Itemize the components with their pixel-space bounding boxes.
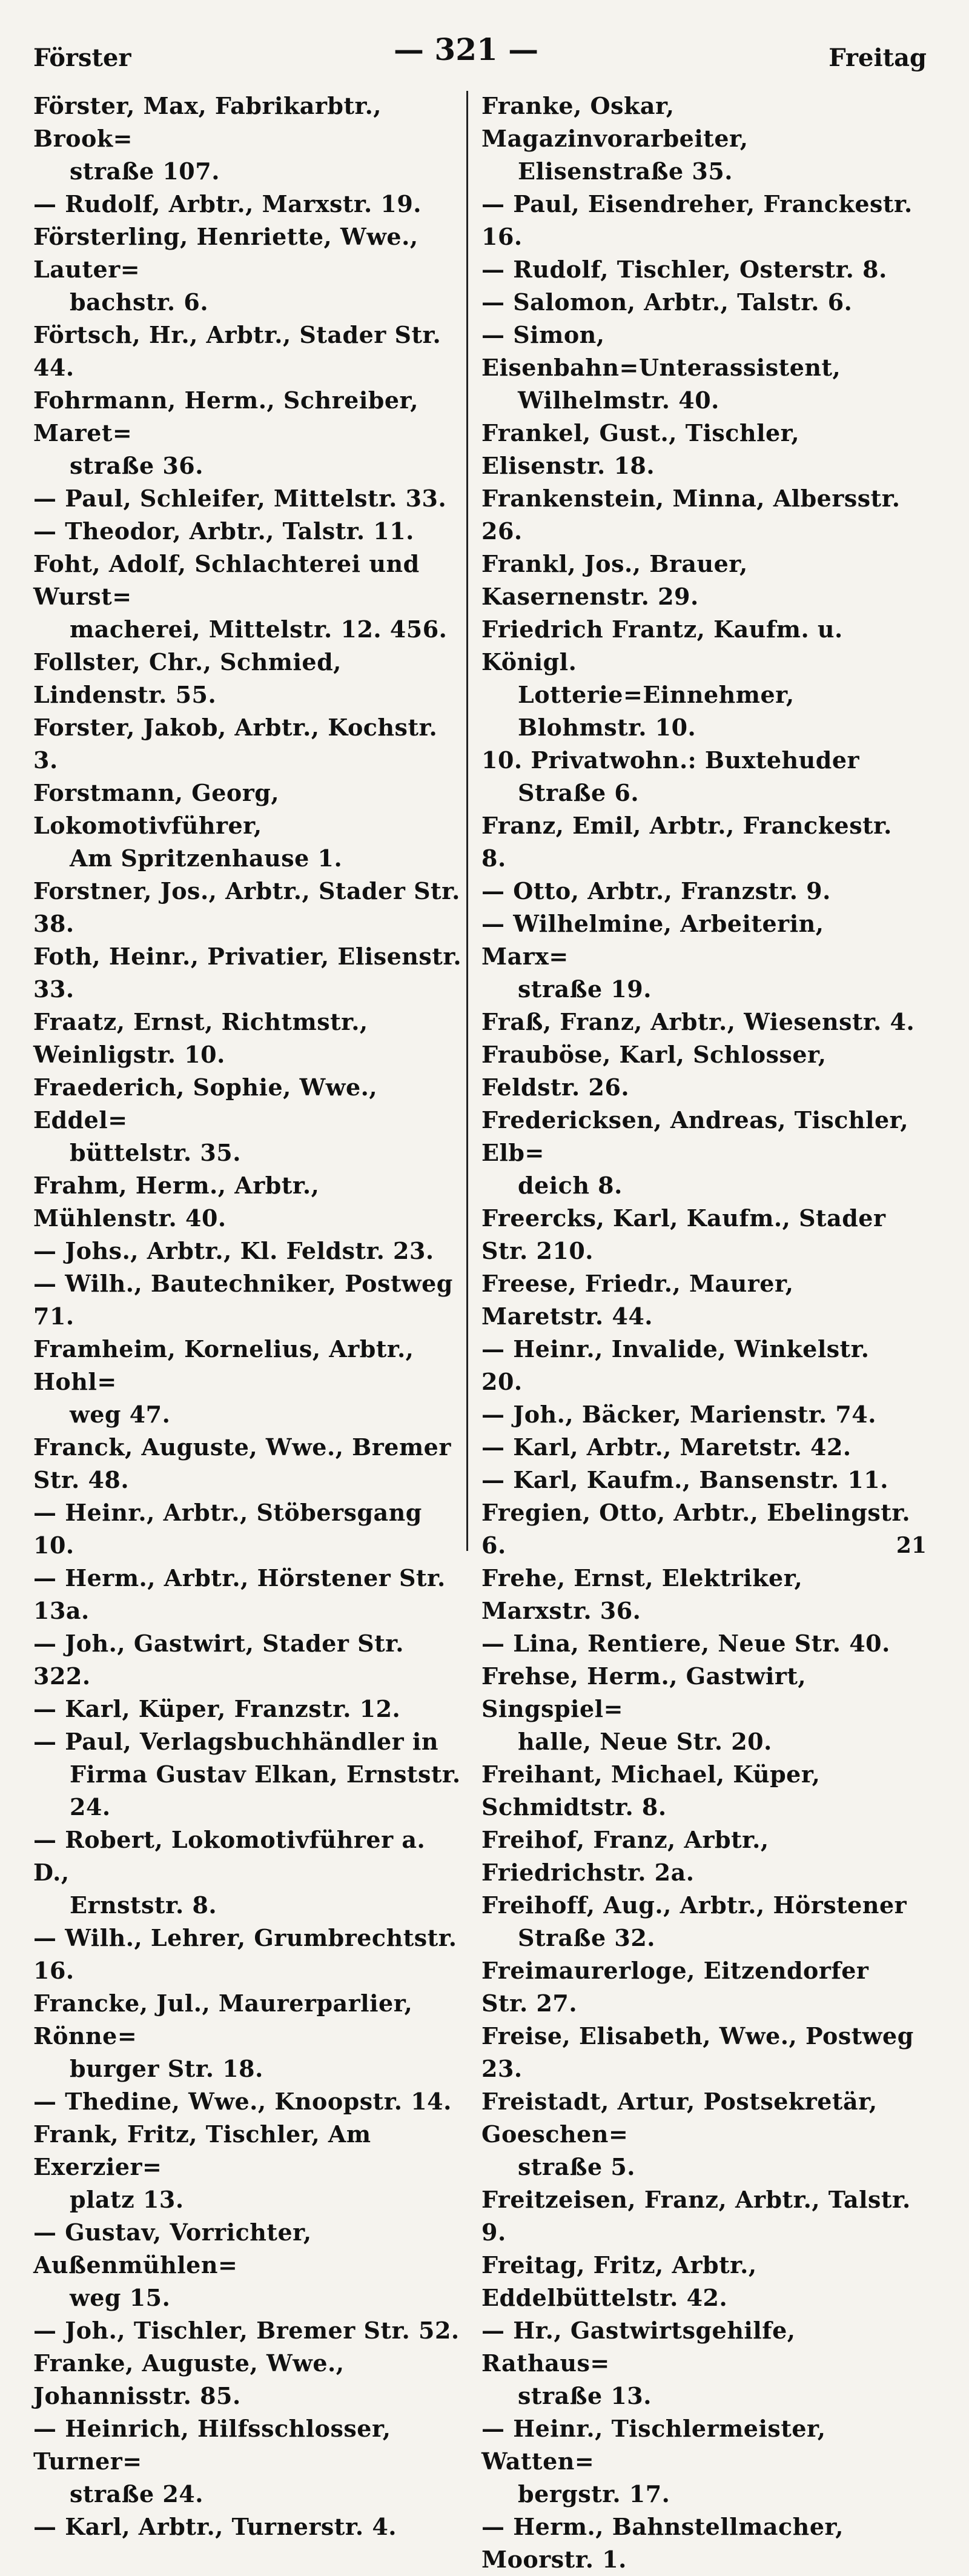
entry-line: Freese, Friedr., Maurer, Maretstr. 44. — [481, 1270, 794, 1330]
entry-line: Frankl, Jos., Brauer, Kasernenstr. 29. — [481, 550, 748, 610]
entry-continuation: bergstr. 17. — [518, 2480, 670, 2508]
directory-entry — [481, 1660, 918, 1758]
entry-line: Freihof, Franz, Arbtr., Friedrichstr. 2a. — [481, 1826, 769, 1886]
directory-entry — [33, 1169, 469, 1235]
entry-continuation: straße 24. — [70, 2480, 203, 2508]
entry-line: Fraß, Franz, Arbtr., Wiesenstr. 4. — [481, 1008, 915, 1035]
directory-entry — [481, 613, 918, 744]
directory-entry — [33, 319, 469, 384]
entry-continuation: weg 15. — [70, 2284, 171, 2311]
directory-entry — [481, 875, 918, 908]
directory-entry — [33, 2347, 469, 2412]
directory-entry — [481, 1398, 918, 1431]
directory-entry — [33, 2511, 469, 2543]
directory-entry — [33, 90, 469, 188]
entry-line: — Johs., Arbtr., Kl. Feldstr. 23. — [33, 1237, 434, 1264]
entry-line: Freitag, Fritz, Arbtr., Eddelbüttelstr. 42. — [481, 2251, 757, 2311]
directory-entry — [33, 1431, 469, 1496]
entry-continuation: deich 8. — [518, 1172, 623, 1199]
directory-entry — [33, 1627, 469, 1693]
directory-entry — [481, 482, 918, 548]
signature-mark: 21 — [896, 1533, 927, 1558]
directory-entry — [481, 188, 918, 253]
entry-continuation: Straße 32. — [518, 1924, 656, 1951]
entry-line: Freitzeisen, Franz, Arbtr., Talstr. 9. — [481, 2186, 911, 2246]
directory-entry — [481, 1038, 918, 1104]
page-number: — 321 — — [394, 32, 539, 67]
directory-entry — [33, 2412, 469, 2511]
directory-entry — [481, 417, 918, 482]
entry-line: Framheim, Kornelius, Arbtr., Hohl= — [33, 1335, 414, 1395]
entry-line: — Gustav, Vorrichter, Außenmühlen= — [33, 2219, 312, 2279]
directory-entry — [481, 1562, 918, 1627]
entry-line: Frankenstein, Minna, Albersstr. 26. — [481, 485, 901, 545]
directory-entry — [481, 2020, 918, 2085]
directory-entry — [481, 1889, 918, 1954]
entry-continuation: Wilhelmstr. 40. — [518, 387, 719, 414]
entry-line: — Simon, Eisenbahn=Unterassistent, — [481, 321, 841, 381]
entry-continuation: macherei, Mittelstr. 12. 456. — [70, 616, 448, 643]
directory-entry — [481, 2085, 918, 2183]
entry-line: — Salomon, Arbtr., Talstr. 6. — [481, 288, 853, 316]
directory-entry — [33, 1006, 469, 1071]
entry-line: Frank, Fritz, Tischler, Am Exerzier= — [33, 2120, 371, 2180]
entry-line: Freercks, Karl, Kaufm., Stader Str. 210. — [481, 1204, 886, 1264]
entry-line: — Rudolf, Arbtr., Marxstr. 19. — [33, 190, 422, 217]
entry-line: — Paul, Eisendreher, Franckestr. 16. — [481, 190, 913, 250]
entry-continuation: bachstr. 6. — [70, 288, 209, 316]
directory-entry — [33, 515, 469, 548]
entry-line: Frehse, Herm., Gastwirt, Singspiel= — [481, 1662, 807, 1722]
entry-continuation: Lotterie=Einnehmer, Blohmstr. 10. — [518, 681, 795, 741]
directory-entry — [481, 1758, 918, 1824]
entry-line: — Karl, Arbtr., Turnerstr. 4. — [33, 2513, 397, 2540]
entry-continuation: Elisenstraße 35. — [518, 158, 733, 185]
directory-entry — [481, 908, 918, 1006]
directory-entry — [481, 1824, 918, 1889]
entry-line: Follster, Chr., Schmied, Lindenstr. 55. — [33, 648, 342, 708]
entry-line: — Karl, Küper, Franzstr. 12. — [33, 1695, 401, 1722]
directory-entry — [33, 1333, 469, 1431]
entry-line: — Wilh., Bautechniker, Postweg 71. — [33, 1270, 453, 1330]
entry-line: 10. Privatwohn.: Buxtehuder — [481, 746, 860, 774]
entry-line: — Herm., Arbtr., Hörstener Str. 13a. — [33, 1564, 446, 1624]
directory-entry — [481, 90, 918, 188]
entry-line: Foth, Heinr., Privatier, Elisenstr. 33. — [33, 943, 462, 1003]
directory-entry — [481, 1333, 918, 1398]
entry-continuation: straße 19. — [518, 975, 652, 1003]
entry-line: — Heinr., Tischlermeister, Watten= — [481, 2415, 826, 2475]
left-column — [33, 90, 469, 2543]
entry-line: Frankel, Gust., Tischler, Elisenstr. 18. — [481, 419, 800, 479]
entry-line: Fraederich, Sophie, Wwe., Eddel= — [33, 1074, 378, 1134]
entry-continuation: straße 13. — [518, 2382, 652, 2409]
directory-entry — [33, 221, 469, 319]
directory-entry — [33, 1071, 469, 1169]
directory-entry — [481, 2314, 918, 2412]
entry-line: — Theodor, Arbtr., Talstr. 11. — [33, 517, 414, 545]
entry-line: Förster, Max, Fabrikarbtr., Brook= — [33, 92, 382, 152]
directory-entry — [33, 777, 469, 875]
directory-entry — [481, 1431, 918, 1464]
entry-line: Friedrich Frantz, Kaufm. u. Königl. — [481, 616, 843, 676]
entry-line: Frahm, Herm., Arbtr., Mühlenstr. 40. — [33, 1172, 320, 1232]
running-head-left: Förster — [33, 44, 131, 72]
entry-continuation: Ernststr. 8. — [70, 1891, 217, 1919]
directory-entry — [481, 2412, 918, 2511]
directory-entry — [33, 2314, 469, 2347]
directory-entry — [33, 1235, 469, 1267]
directory-entry — [481, 2511, 918, 2576]
directory-entry — [33, 1496, 469, 1562]
entry-continuation: straße 107. — [70, 158, 220, 185]
entry-line: — Otto, Arbtr., Franzstr. 9. — [481, 877, 831, 905]
directory-entry — [33, 646, 469, 711]
entry-line: Franz, Emil, Arbtr., Franckestr. 8. — [481, 812, 892, 872]
entry-line: Fregien, Otto, Arbtr., Ebelingstr. 6. — [481, 1499, 911, 1559]
entry-line: Forster, Jakob, Arbtr., Kochstr. 3. — [33, 714, 438, 774]
entry-line: Forstner, Jos., Arbtr., Stader Str. 38. — [33, 877, 460, 937]
directory-entry — [33, 1824, 469, 1922]
directory-entry — [481, 1006, 918, 1038]
directory-entry — [481, 744, 918, 809]
entry-line: — Joh., Gastwirt, Stader Str. 322. — [33, 1630, 404, 1690]
directory-entry — [33, 1562, 469, 1627]
directory-entry — [481, 319, 918, 417]
entry-line: — Rudolf, Tischler, Osterstr. 8. — [481, 256, 887, 283]
entry-line: Forstmann, Georg, Lokomotivführer, — [33, 779, 280, 839]
entry-line: Franke, Oskar, Magazinvorarbeiter, — [481, 92, 749, 152]
directory-entry — [481, 1627, 918, 1660]
directory-entry — [33, 548, 469, 646]
entry-line: Fohrmann, Herm., Schreiber, Maret= — [33, 387, 419, 446]
entry-continuation: straße 36. — [70, 452, 203, 479]
entry-line: Frehe, Ernst, Elektriker, Marxstr. 36. — [481, 1564, 803, 1624]
entry-line: Foht, Adolf, Schlachterei und Wurst= — [33, 550, 420, 610]
directory-entry — [33, 384, 469, 482]
entry-continuation: burger Str. 18. — [70, 2055, 263, 2082]
entry-line: — Joh., Bäcker, Marienstr. 74. — [481, 1401, 876, 1428]
directory-entry — [33, 1267, 469, 1333]
entry-line: — Wilhelmine, Arbeiterin, Marx= — [481, 910, 824, 970]
directory-entry — [33, 711, 469, 777]
entry-continuation: halle, Neue Str. 20. — [518, 1728, 772, 1755]
directory-entry — [481, 253, 918, 286]
entry-line: Fraatz, Ernst, Richtmstr., Weinligstr. 10. — [33, 1008, 368, 1068]
entry-line: Franke, Auguste, Wwe., Johannisstr. 85. — [33, 2349, 345, 2409]
entry-line: — Paul, Verlagsbuchhändler in — [33, 1728, 438, 1755]
entry-line: — Karl, Kaufm., Bansenstr. 11. — [481, 1466, 888, 1493]
directory-entry — [481, 2249, 918, 2314]
entry-line: Franck, Auguste, Wwe., Bremer Str. 48. — [33, 1433, 451, 1493]
entry-line: — Paul, Schleifer, Mittelstr. 33. — [33, 485, 447, 512]
entry-line: Freistadt, Artur, Postsekretär, Goeschen= — [481, 2088, 878, 2148]
directory-entry — [481, 2183, 918, 2249]
directory-entry — [481, 1267, 918, 1333]
entry-continuation: Am Spritzenhause 1. — [70, 845, 343, 872]
entry-continuation: platz 13. — [70, 2186, 184, 2213]
directory-entry — [481, 548, 918, 613]
directory-entry — [33, 1922, 469, 1987]
entry-line: Freihoff, Aug., Arbtr., Hörstener — [481, 1891, 907, 1919]
entry-line: Fredericksen, Andreas, Tischler, Elb= — [481, 1106, 909, 1166]
entry-continuation: straße 5. — [518, 2153, 636, 2180]
entry-line: — Heinr., Arbtr., Stöbersgang 10. — [33, 1499, 422, 1559]
directory-entry — [33, 1725, 469, 1824]
entry-line: — Joh., Tischler, Bremer Str. 52. — [33, 2317, 460, 2344]
entry-line: Frauböse, Karl, Schlosser, Feldstr. 26. — [481, 1041, 827, 1101]
entry-line: — Wilh., Lehrer, Grumbrechtstr. 16. — [33, 1924, 457, 1984]
directory-entry — [481, 1464, 918, 1496]
directory-entry — [481, 1954, 918, 2020]
entry-line: — Heinr., Invalide, Winkelstr. 20. — [481, 1335, 870, 1395]
entry-continuation: weg 47. — [70, 1401, 171, 1428]
directory-entry — [481, 1104, 918, 1202]
entry-line: — Robert, Lokomotivführer a. D., — [33, 1826, 426, 1886]
entry-continuation: Firma Gustav Elkan, Ernststr. 24. — [70, 1761, 461, 1821]
directory-entry — [33, 1693, 469, 1725]
entry-line: — Lina, Rentiere, Neue Str. 40. — [481, 1630, 890, 1657]
directory-entry — [33, 482, 469, 515]
directory-entry — [33, 875, 469, 940]
directory-entry — [33, 940, 469, 1006]
directory-entry — [481, 286, 918, 319]
entry-line: Freihant, Michael, Küper, Schmidtstr. 8. — [481, 1761, 821, 1821]
entry-line: Francke, Jul., Maurerparlier, Rönne= — [33, 1990, 413, 2050]
entry-line: Förtsch, Hr., Arbtr., Stader Str. 44. — [33, 321, 442, 381]
directory-entry — [481, 1496, 918, 1562]
directory-entry — [33, 2216, 469, 2314]
directory-entry — [481, 809, 918, 875]
entry-line: Freise, Elisabeth, Wwe., Postweg 23. — [481, 2022, 914, 2082]
entry-line: — Heinrich, Hilfsschlosser, Turner= — [33, 2415, 391, 2475]
entry-line: Försterling, Henriette, Wwe., Lauter= — [33, 223, 418, 283]
entry-line: Freimaurerloge, Eitzendorfer Str. 27. — [481, 1957, 869, 2017]
directory-entry — [481, 1202, 918, 1267]
directory-entry — [33, 2085, 469, 2118]
entry-continuation: büttelstr. 35. — [70, 1139, 241, 1166]
entry-line: — Herm., Bahnstellmacher, Moorstr. 1. — [481, 2513, 844, 2573]
entry-continuation: Straße 6. — [518, 779, 640, 806]
entry-line: — Karl, Arbtr., Maretstr. 42. — [481, 1433, 852, 1461]
directory-entry — [33, 2118, 469, 2216]
directory-entry — [33, 188, 469, 221]
right-column — [481, 90, 918, 2576]
entry-line: — Hr., Gastwirtsgehilfe, Rathaus= — [481, 2317, 796, 2377]
directory-entry — [33, 1987, 469, 2085]
entry-line: — Thedine, Wwe., Knoopstr. 14. — [33, 2088, 452, 2115]
running-head-right: Freitag — [828, 44, 927, 72]
